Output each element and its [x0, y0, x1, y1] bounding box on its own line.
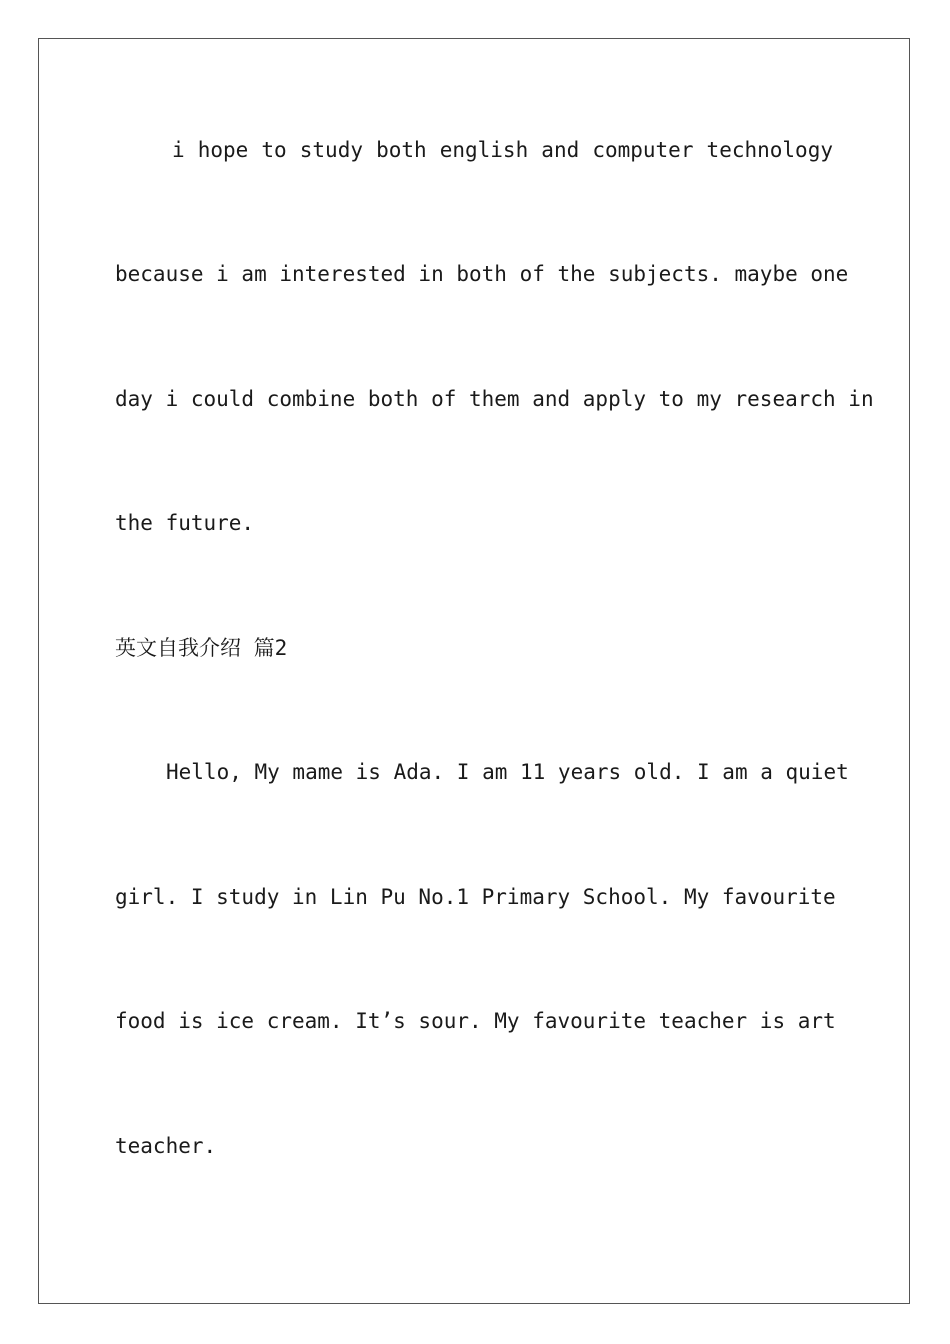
- section-heading: 英文自我介绍 篇2: [115, 636, 288, 660]
- page-frame: [38, 38, 910, 1304]
- paragraph1-line-2: because i am interested in both of the subjects. maybe one: [115, 262, 849, 286]
- paragraph2-line-1: Hello, My mame is Ada. I am 11 years old. I am a quiet: [166, 760, 849, 784]
- paragraph1-line-4: the future.: [115, 511, 255, 535]
- paragraph1-line-1: i hope to study both english and computer technology: [172, 138, 833, 162]
- paragraph2-line-2: girl. I study in Lin Pu No.1 Primary School. My favourite: [115, 885, 836, 909]
- paragraph1-line-3: day i could combine both of them and apply to my research in: [115, 387, 874, 411]
- paragraph2-line-3: food is ice cream. It’s sour. My favourite teacher is art: [115, 1009, 836, 1033]
- paragraph2-line-4: teacher.: [115, 1134, 217, 1158]
